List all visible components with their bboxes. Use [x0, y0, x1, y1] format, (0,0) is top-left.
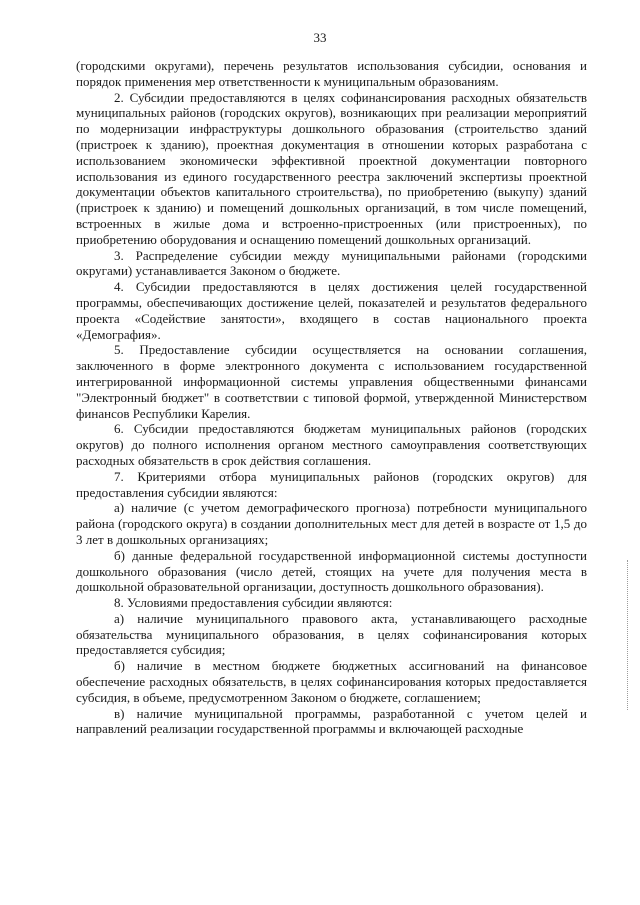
paragraph-2: 2. Субсидии предоставляются в целях софинансирования расходных обязательств муниципальных районов (городских округов), возникающих при реализации мероприятий по модернизации инфраструктуры дошкольного образования (строительство зданий (пристроек к зданию), проектная документация в отношении которых разработана с использованием экономически эффективной проектной документации повторного использования из единого государственного реестра заключений экспертизы проектной документации объектов капитального строительства), по приобретению (выкупу) зданий (пристроек к зданию) и помещений дошкольных организаций, в том числе помещений, встроенных в жилые дома и встроенно-пристроенных (или пристроенных), по приобретению оборудования и оснащению помещений дошкольных организаций.: [76, 89, 587, 247]
paragraph-8v: в) наличие муниципальной программы, разработанной с учетом целей и направлений реализации государственной программы и включающей расходные: [76, 705, 587, 737]
paragraph-8: 8. Условиями предоставления субсидии являются:: [114, 595, 393, 611]
paragraph-3: 3. Распределение субсидии между муниципальными районами (городскими округами) устанавливается Законом о бюджете.: [76, 247, 587, 279]
paragraph-8a: а) наличие муниципального правового акта, устанавливающего расходные обязательства муниципального образования, в целях софинансирования которых предоставляется субсидия;: [76, 610, 587, 658]
paragraph-4: 4. Субсидии предоставляются в целях достижения целей государственной программы, обеспечивающих достижение целей, показателей и результатов федерального проекта «Содействие занятости», входящего в состав национального проекта «Демография».: [76, 279, 587, 342]
paragraph-7: 7. Критериями отбора муниципальных районов (городских округов) для предоставления субсидии являются:: [76, 468, 587, 500]
paragraph-continuation: (городскими округами), перечень результатов использования субсидии, основания и порядок применения мер ответственности к муниципальным образованиям.: [76, 58, 587, 89]
paragraph-7a: а) наличие (с учетом демографического прогноза) потребности муниципального района (городского округа) в создании дополнительных мест для детей в возрасте от 1,5 до 3 лет в дошкольных организациях;: [76, 500, 587, 547]
paragraph-7b: б) данные федеральной государственной информационной системы доступности дошкольного образования (число детей, стоящих на учете для получения места в дошкольной образовательной организации, доступность дошкольного образования).: [76, 547, 587, 595]
paragraph-5: 5. Предоставление субсидии осуществляется на основании соглашения, заключенного в форме электронного документа с использованием государственной интегрированной информационной системы управления общественными финансами "Электронный бюджет" в соответствии с типовой формой, утвержденной Министерством финансов Республики Карелия.: [76, 342, 587, 421]
paragraph-8b: б) наличие в местном бюджете бюджетных ассигнований на финансовое обеспечение расходных обязательств, в целях софинансирования которых предоставляется субсидия, в объеме, предусмотренном Законом о бюджете, соглашением;: [76, 658, 587, 705]
document-body: [76, 58, 587, 737]
paragraph-6: 6. Субсидии предоставляются бюджетам муниципальных районов (городских округов) до полного исполнения органом местного самоуправления соответствующих расходных обязательств в срок действия соглашения.: [76, 421, 587, 468]
margin-scan-mark: [625, 560, 628, 710]
page-number: 33: [313, 30, 327, 45]
